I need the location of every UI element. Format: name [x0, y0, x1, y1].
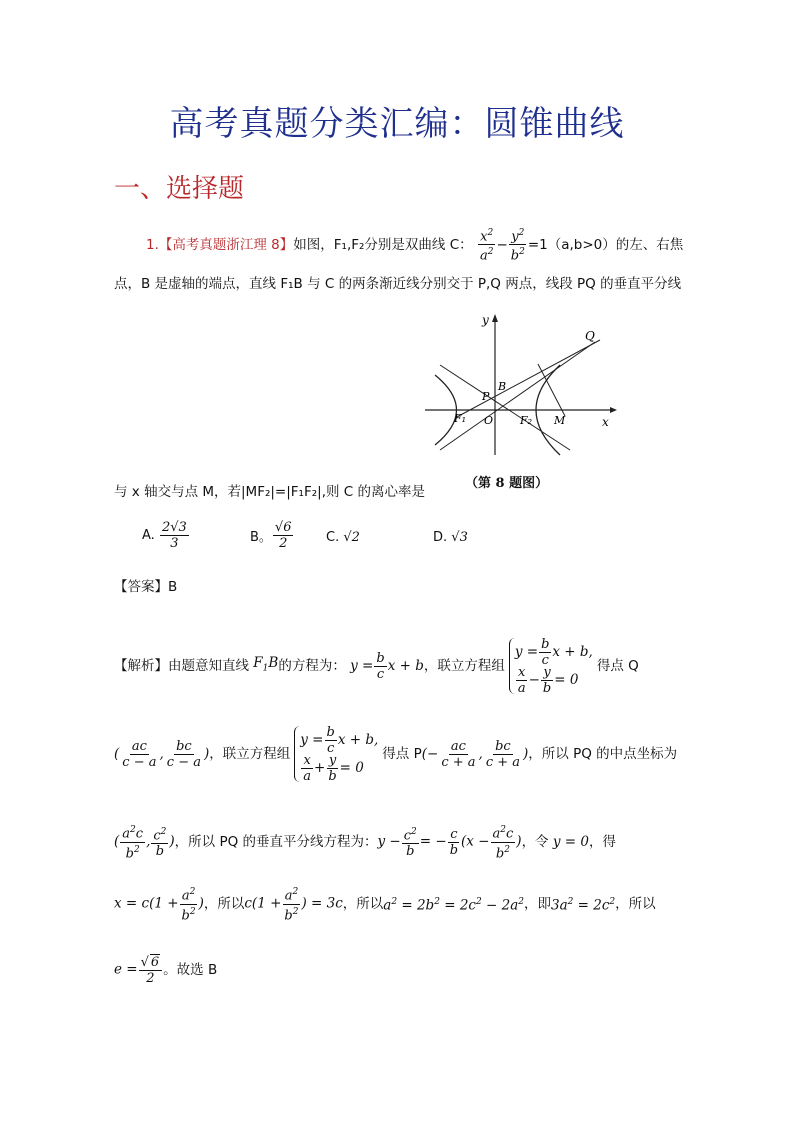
option-a-label: A. — [142, 528, 155, 543]
label-q: Q — [585, 329, 595, 343]
solution-text: ，联立方程组 — [209, 746, 291, 762]
option-b[interactable] — [250, 520, 294, 551]
math-f1b: $F_1B$ — [249, 655, 279, 674]
math-q-coord: ( $\frac{ac}{c - a}$ , $\frac{bc}{c - a}$ ) — [114, 738, 210, 770]
hyperbola-y-term: $\frac{y^2}{b^2}$ — [510, 228, 525, 264]
equation-system-q: y = $\frac{b}{c}$ x + b, $\frac{x}{a}$ − $\frac{y}{b}$ = 0 — [509, 638, 593, 694]
solution-line-2 — [114, 722, 684, 786]
label-m: M — [554, 414, 566, 427]
solution-text: 得点 P — [382, 746, 422, 762]
label-f2: F₂ — [520, 414, 533, 427]
answer-value: B — [168, 579, 178, 595]
label-p: P — [482, 390, 490, 403]
option-c[interactable] — [326, 530, 360, 545]
solution-text: 得点 Q — [596, 658, 639, 674]
asymptote-2 — [440, 342, 595, 450]
solution-line-1 — [114, 636, 684, 696]
math-p-coord: (− $\frac{ac}{c + a}$ , $\frac{bc}{c + a}$ ) — [421, 738, 529, 770]
problem-line-1: 1.【高考真题浙江理 8】如图，F₁,F₂分别是双曲线 C： $\frac{x^2}{a^2}$ − $\frac{y^2}{b^2}$ =1（a,b>0）的左、右焦 — [146, 228, 684, 264]
y-axis-arrow — [492, 314, 498, 322]
math-eq-3c: c(1 + $\frac{a^2}{b^2}$ ) = 3c — [244, 887, 343, 923]
option-c-value: √2 — [343, 530, 360, 545]
problem-number: 1. — [146, 236, 159, 253]
option-b-value: $\frac{√6}{2}$ — [274, 520, 292, 551]
option-d-label: D. — [433, 530, 448, 545]
solution-text: 。故选 B — [163, 962, 218, 978]
solution-text: ，所以 PQ 的垂直平分线方程为： — [174, 834, 378, 850]
solution-line-3 — [114, 822, 684, 862]
hyperbola-equation-tail: =1（a,b>0）的左、右焦 — [527, 236, 684, 253]
section-heading: 一、选择题 — [114, 174, 245, 204]
hyperbola-figure — [420, 310, 630, 460]
answer-line — [114, 577, 684, 597]
label-f1: F₁ — [454, 412, 467, 425]
math-frac: $\frac{b}{c}$ — [376, 650, 385, 682]
solution-text: ，所以 — [342, 896, 384, 912]
x-axis-arrow — [610, 407, 617, 413]
solution-label: 【解析】 — [114, 658, 168, 674]
label-o: O — [484, 414, 494, 427]
problem-source: 【高考真题浙江理 8】 — [158, 236, 294, 253]
math-term: x + b — [387, 658, 424, 674]
page-title: 高考真题分类汇编：圆锥曲线 — [169, 104, 625, 144]
problem-line-3: 与 x 轴交与点 M，若|MF₂|=|F₁F₂|,则 C 的离心率是 — [114, 484, 425, 500]
option-d[interactable] — [433, 530, 468, 545]
label-x: x — [602, 415, 609, 429]
hyperbola-x-term: $\frac{x^2}{a^2}$ — [479, 228, 494, 264]
solution-line-5 — [114, 950, 684, 990]
math-midpoint: ( $\frac{a^2c}{b^2}$ , $\frac{c^2}{b}$ ) — [114, 825, 175, 861]
solution-text: ，所以 PQ 的中点坐标为 — [528, 746, 678, 762]
label-b: B — [498, 380, 507, 393]
solution-text: ，所以 — [203, 896, 245, 912]
solution-text: ，得 — [588, 834, 616, 850]
math-x-value: x = c(1 + $\frac{a^2}{b^2}$ ) — [114, 887, 204, 923]
math-bisector: y − $\frac{c^2}{b}$ = − $\frac{c}{b}$ (x − $\frac{a^2c}{b^2}$ ) — [377, 825, 522, 861]
problem-line-2: 点，B 是虚轴的端点，直线 F₁B 与 C 的两条渐近线分别交于 P,Q 两点，线段 PQ 的垂直平分线 — [114, 276, 682, 292]
solution-text: 由题意知直线 — [168, 658, 249, 674]
option-a-value: $\frac{2√3}{3}$ — [161, 520, 187, 551]
problem-text-1: 如图，F₁,F₂分别是双曲线 C： — [293, 236, 473, 253]
math-line-eq: y = — [345, 658, 374, 674]
asymptote-1 — [440, 365, 570, 450]
math-eccentricity: e = $\frac{√ 6}{2}$ — [114, 954, 163, 986]
solution-text: ，令 — [521, 834, 549, 850]
math-a-squared: $a^2 = 2b^2 = 2c^2 - 2a^2$ — [383, 897, 524, 914]
option-d-value: √3 — [451, 530, 468, 545]
option-b-label: B。 — [250, 530, 272, 545]
solution-text: 的方程为： — [278, 658, 346, 674]
option-a[interactable] — [142, 520, 190, 551]
math-term: y = 0 — [548, 834, 589, 850]
line-f1b — [455, 340, 600, 418]
figure-caption: （第 8 题图） — [465, 476, 549, 491]
math-relation: $3a^2 = 2c^2$ — [551, 897, 616, 914]
equation-system-p: y = $\frac{b}{c}$ x + b, $\frac{x}{a}$ + $\frac{y}{b}$ = 0 — [294, 726, 378, 782]
label-y: y — [482, 313, 489, 327]
solution-text: ，联立方程组 — [423, 658, 505, 674]
solution-text: ，即 — [524, 896, 551, 912]
answer-label: 【答案】 — [114, 579, 168, 595]
solution-text: ，所以 — [615, 896, 656, 912]
solution-line-4 — [114, 884, 684, 924]
option-c-label: C. — [326, 530, 340, 545]
